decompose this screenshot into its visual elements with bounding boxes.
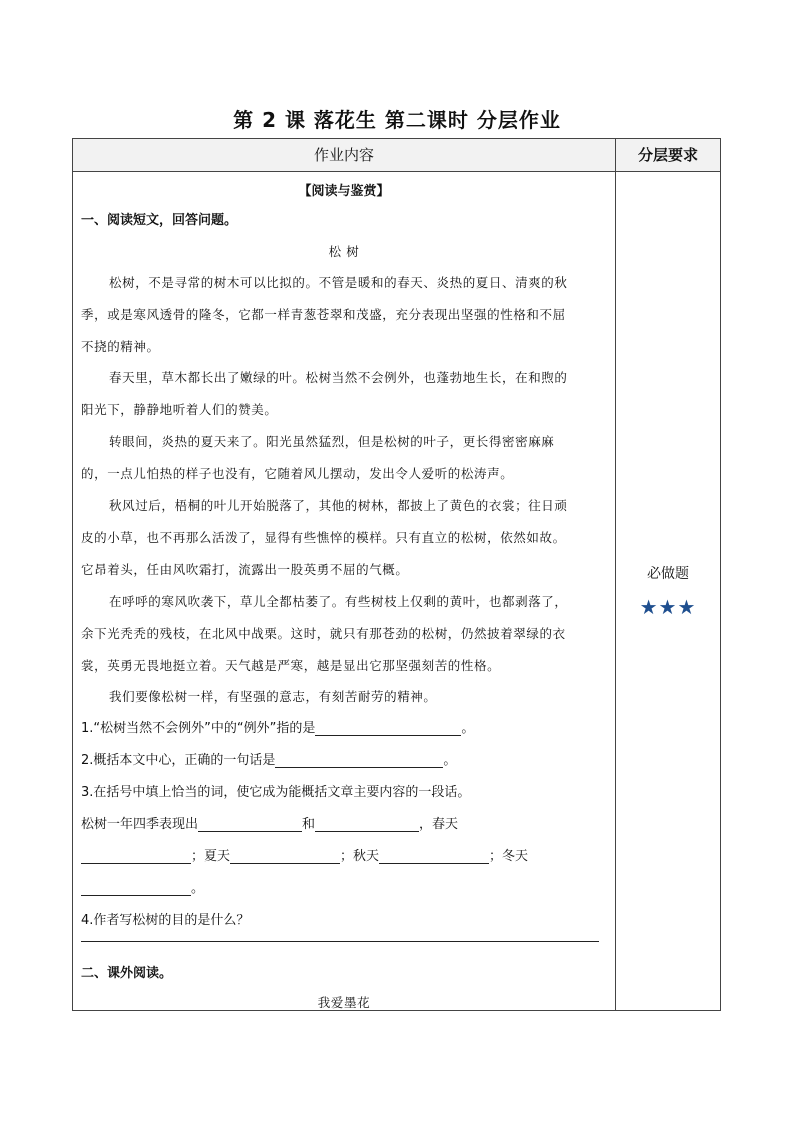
passage-line: 春天里，草木都长出了嫩绿的叶。松树当然不会例外，也蓬勃地生长，在和煦的 <box>109 370 568 385</box>
part1-heading: 一、阅读短文，回答问题。 <box>81 213 238 228</box>
passage-line: 裳，英勇无畏地挺立着。天气越是严寒，越是显出它那坚强刻苦的性格。 <box>81 658 501 673</box>
passage-line: 阳光下，静静地听着人们的赞美。 <box>81 402 278 417</box>
passage-line: 皮的小草，也不再那么活泼了，显得有些憔悴的模样。只有直立的松树，依然如故。 <box>81 530 566 545</box>
q3-text-b: 和 <box>302 817 316 832</box>
answer-blank[interactable] <box>315 817 419 832</box>
passage-line: 秋风过后，梧桐的叶儿开始脱落了，其他的树林，都披上了黄色的衣裳；往日顽 <box>109 498 568 513</box>
passage-line: 季，或是寒风透骨的隆冬，它都一样青葱苍翠和茂盛，充分表现出坚强的性格和不屈 <box>81 307 566 322</box>
answer-blank[interactable] <box>315 721 461 736</box>
header-level-label: 分层要求 <box>637 146 698 164</box>
q3-text-c: ，春天 <box>419 817 459 832</box>
question-2 <box>81 749 456 768</box>
part2-heading: 二、课外阅读。 <box>81 966 173 981</box>
question-1 <box>81 717 474 736</box>
answer-blank[interactable] <box>81 849 191 864</box>
period: 。 <box>443 753 457 768</box>
question-1-text: 1.“松树当然不会例外”中的“例外”指的是 <box>81 721 316 736</box>
required-label: 必做题 <box>647 566 689 582</box>
passage2-title: 我爱墨花 <box>317 995 371 1010</box>
question-3: 3.在括号中填上恰当的词，使它成为能概括文章主要内容的一段话。 <box>81 785 471 800</box>
q3-autumn: ；秋天 <box>340 849 380 864</box>
answer-blank[interactable] <box>379 849 489 864</box>
passage-line: 不挠的精神。 <box>81 339 160 354</box>
homework-table <box>72 138 721 1011</box>
answer-blank[interactable] <box>198 817 302 832</box>
section-heading: 【阅读与鉴赏】 <box>298 184 390 199</box>
passage-line: 的，一点儿怕热的样子也没有，它随着风儿摆动，发出令人爱听的松涛声。 <box>81 466 514 481</box>
table-header <box>73 139 720 172</box>
period: 。 <box>461 721 475 736</box>
q3-winter: ；冬天 <box>489 849 529 864</box>
answer-blank[interactable] <box>81 881 191 896</box>
answer-blank[interactable] <box>275 753 443 768</box>
period: 。 <box>191 881 205 896</box>
header-content-label: 作业内容 <box>313 146 374 164</box>
question-2-text: 2.概括本文中心，正确的一句话是 <box>81 753 276 768</box>
question-3-line-3 <box>81 877 204 896</box>
question-3-line-1 <box>81 813 458 832</box>
passage-line: 我们要像松树一样，有坚强的意志，有刻苦耐劳的精神。 <box>109 689 437 704</box>
q3-summer: ；夏天 <box>191 849 231 864</box>
passage-line: 松树，不是寻常的树木可以比拟的。不管是暖和的春天、炎热的夏日、清爽的秋 <box>109 275 568 290</box>
answer-line[interactable] <box>81 941 599 942</box>
passage-line: 余下光秃秃的残枝，在北风中战栗。这时，就只有那苍劲的松树，仍然披着翠绿的衣 <box>81 626 566 641</box>
answer-blank[interactable] <box>230 849 340 864</box>
passage-line: 在呼呼的寒风吹袭下，草儿全都枯萎了。有些树枝上仅剩的黄叶，也都剥落了， <box>109 594 568 609</box>
page-title: 第 2 课 落花生 第二课时 分层作业 <box>233 108 561 132</box>
question-4: 4.作者写松树的目的是什么？ <box>81 913 250 928</box>
passage-line: 它昂着头，任由风吹霜打，流露出一股英勇不屈的气概。 <box>81 562 409 577</box>
passage-line: 转眼间，炎热的夏天来了。阳光虽然猛烈，但是松树的叶子，更长得密密麻麻 <box>109 434 555 449</box>
passage-title: 松 树 <box>328 244 360 259</box>
q3-text-a: 松树一年四季表现出 <box>81 817 199 832</box>
star-rating: ★★★ <box>639 595 697 619</box>
question-3-line-2 <box>81 845 528 864</box>
